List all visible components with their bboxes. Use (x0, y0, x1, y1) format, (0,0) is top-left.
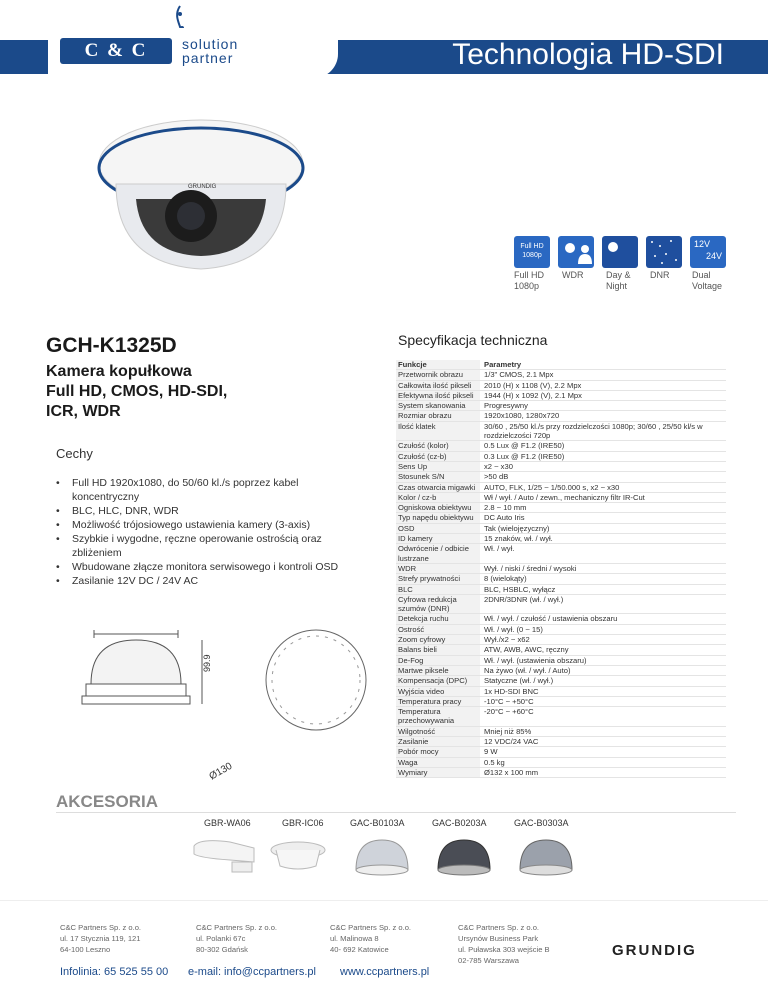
page-title: Technologia HD-SDI (452, 38, 724, 71)
spec-function: Czułość (kolor) (396, 441, 480, 450)
spec-row (396, 564, 726, 574)
spec-parameter: x2 ~ x30 (484, 461, 513, 471)
accessory-name: GAC-B0203A (432, 818, 487, 828)
address-line: ul. Malinowa 8 (330, 934, 379, 943)
accessory-name: GBR-IC06 (282, 818, 324, 828)
spec-row (396, 737, 726, 747)
address-line: C&C Partners Sp. z o.o. (60, 923, 142, 932)
spec-function: OSD (396, 524, 480, 533)
bullet-icon: • (56, 561, 60, 573)
address-gdansk (196, 922, 277, 955)
spec-parameter: 0.5 Lux @ F1.2 (IRE50) (484, 441, 565, 451)
spec-parameter: Mniej niż 85% (484, 726, 532, 736)
address-leszno (60, 922, 141, 955)
accessories-divider (56, 812, 736, 813)
spec-function: Strefy prywatności (396, 574, 480, 583)
spec-function: Balans bieli (396, 645, 480, 654)
spec-table (396, 360, 726, 778)
spec-row (396, 707, 726, 727)
company-logo[interactable]: C & C (60, 38, 172, 64)
feature-text: Szybkie i wygodne, ręczne operowanie ostrością oraz zbliżeniem (72, 533, 322, 559)
accessory-name: GAC-B0103A (350, 818, 405, 828)
spec-row (396, 645, 726, 655)
spec-function: Detekcja ruchu (396, 614, 480, 623)
spec-row (396, 697, 726, 707)
grundig-logo: GRUNDIG (612, 942, 697, 959)
spec-row (396, 595, 726, 615)
spec-row (396, 758, 726, 768)
spec-row (396, 574, 726, 584)
spec-row (396, 370, 726, 380)
spec-row (396, 747, 726, 757)
day-night-label: Day & Night (606, 270, 631, 291)
spec-function: Temperatura pracy (396, 697, 480, 706)
spec-function: Wyjścia video (396, 687, 480, 696)
spec-parameter: 12 VDC/24 VAC (484, 736, 539, 746)
page-header (0, 0, 768, 86)
spec-function: De-Fog (396, 656, 480, 665)
spec-row (396, 585, 726, 595)
spec-row (396, 411, 726, 421)
spec-function: Temperatura przechowywania (396, 707, 480, 726)
spec-function: Typ napędu obiektywu (396, 513, 480, 522)
accessory-name: GBR-WA06 (204, 818, 251, 828)
dnr-icon (646, 236, 682, 268)
wdr-label: WDR (562, 270, 584, 280)
feature-item (56, 574, 356, 588)
product-model: GCH-K1325D (46, 334, 177, 357)
fullhd-badge-line2: 1080p (522, 252, 542, 259)
website-link[interactable]: www.ccpartners.pl (340, 966, 430, 978)
spec-parameter: 9 W (484, 747, 498, 757)
spec-row (396, 503, 726, 513)
dome-camera-image (96, 104, 306, 274)
address-line: ul. Polanki 67c (196, 934, 246, 943)
spec-parameter: 1920x1080, 1280x720 (484, 411, 560, 421)
spec-function: Przetwornik obrazu (396, 370, 480, 379)
spec-row (396, 493, 726, 503)
fullhd-label: Full HD 1080p (514, 270, 545, 291)
spec-row (396, 625, 726, 635)
dome-smoked-image (434, 836, 494, 880)
spec-parameter: Wł. / wył. (484, 544, 515, 554)
spec-parameter: -20°C ~ +60°C (484, 707, 534, 717)
spec-title: Specyfikacja techniczna (398, 332, 548, 348)
dome-tinted-image (516, 836, 576, 880)
subtitle-line: Kamera kopułkowa (46, 363, 192, 380)
address-line: C&C Partners Sp. z o.o. (196, 923, 278, 932)
spec-row (396, 768, 726, 778)
spec-row (396, 452, 726, 462)
feature-text: Możliwość trójosiowego ustawienia kamery (3-axis) (72, 519, 311, 531)
spec-parameter: 1944 (H) x 1092 (V), 2.1 Mpx (484, 390, 582, 400)
spec-function: Wilgotność (396, 727, 480, 736)
spec-function: Martwe piksele (396, 666, 480, 675)
spec-function: Wymiary (396, 768, 480, 777)
address-line: 02-785 Warszawa (458, 956, 519, 965)
feature-item (56, 532, 356, 560)
spec-col-header: Funkcje (396, 360, 480, 369)
spec-function: WDR (396, 564, 480, 573)
accessories-title: AKCESORIA (56, 792, 159, 811)
email-link[interactable]: e-mail: info@ccpartners.pl (188, 966, 316, 978)
feature-item (56, 504, 356, 518)
address-line: ul. 17 Stycznia 119, 121 (60, 934, 141, 943)
address-line: C&C Partners Sp. z o.o. (330, 923, 412, 932)
footer-divider (0, 900, 768, 901)
spec-function: Czas otwarcia migawki (396, 483, 480, 492)
spec-function: Efektywna ilość pikseli (396, 391, 480, 400)
fullhd-icon (514, 236, 550, 268)
spec-row (396, 656, 726, 666)
address-line: 40- 692 Katowice (330, 945, 389, 954)
bullet-icon: • (56, 575, 60, 587)
spec-row (396, 524, 726, 534)
spec-header-row (396, 360, 726, 370)
spec-parameter: 2.8 ~ 10 mm (484, 503, 527, 513)
spec-function: Kompensacja (DPC) (396, 676, 480, 685)
spec-row (396, 513, 726, 523)
spec-row (396, 483, 726, 493)
spec-row (396, 727, 726, 737)
spec-function: System skanowania (396, 401, 480, 410)
feature-item (56, 518, 356, 532)
spec-parameter: 0.5 kg (484, 757, 505, 767)
spec-parameter: ATW, AWB, AWC, ręczny (484, 645, 569, 655)
spec-parameter: 2010 (H) x 1108 (V), 2.2 Mpx (484, 380, 582, 390)
address-line: 80-302 Gdańsk (196, 945, 248, 954)
dual-voltage-icon (690, 236, 726, 268)
spec-parameter: Wył./x2 ~ x62 (484, 635, 530, 645)
wall-mount-image (190, 836, 260, 876)
spec-function: Cyfrowa redukcja szumów (DNR) (396, 595, 480, 614)
day-night-icon (602, 236, 638, 268)
feature-text: Full HD 1920x1080, do 50/60 kl./s poprzez kabel koncentryczny (72, 477, 299, 503)
spec-function: Waga (396, 758, 480, 767)
subtitle-line: ICR, WDR (46, 403, 121, 420)
bullet-icon: • (56, 477, 60, 489)
spec-row (396, 614, 726, 624)
feature-text: Zasilanie 12V DC / 24V AC (72, 575, 199, 587)
spec-parameter: 1/3" CMOS, 2.1 Mpx (484, 370, 554, 380)
product-subtitle (46, 362, 227, 422)
accessory-name: GAC-B0303A (514, 818, 569, 828)
features-title: Cechy (56, 446, 93, 461)
spec-row (396, 635, 726, 645)
spec-parameter: Na żywo (wł. / wył. / Auto) (484, 665, 571, 675)
feature-item (56, 476, 356, 504)
spec-row (396, 441, 726, 451)
address-line: 64-100 Leszno (60, 945, 111, 954)
address-warszawa (458, 922, 550, 966)
spec-function: Sens Up (396, 462, 480, 471)
voltage-badge-line1: 12V (694, 239, 711, 249)
feature-text: Wbudowane złącze monitora serwisowego i kontroli OSD (72, 561, 339, 573)
spec-row (396, 666, 726, 676)
spec-parameter: Wł / wył. / Auto / zewn., mechaniczny filtr IR-Cut (484, 492, 645, 502)
bullet-icon: • (56, 519, 60, 531)
spec-parameter: >50 dB (484, 472, 509, 482)
spec-parameter: Progresywny (484, 401, 528, 411)
spec-parameter: Wł. / wył. / czułość / ustawienia obszaru (484, 614, 618, 624)
spec-parameter: 8 (wielokąty) (484, 574, 527, 584)
spec-row (396, 687, 726, 697)
spec-parameter: 1x HD-SDI BNC (484, 686, 539, 696)
spec-row (396, 534, 726, 544)
spec-parameter: 0.3 Lux @ F1.2 (IRE50) (484, 451, 565, 461)
feature-text: BLC, HLC, DNR, WDR (72, 505, 179, 517)
spec-function: Kolor / cz-b (396, 493, 480, 502)
address-line: C&C Partners Sp. z o.o. (458, 923, 540, 932)
address-katowice (330, 922, 411, 955)
spec-row (396, 401, 726, 411)
spec-function: ID kamery (396, 534, 480, 543)
spec-function: Ilość klatek (396, 422, 480, 441)
wdr-icon (558, 236, 594, 268)
spec-function: Odwrócenie / odbicie lustrzane (396, 544, 480, 563)
spec-function: Ostrość (396, 625, 480, 634)
dual-voltage-label: Dual Voltage (692, 270, 723, 291)
solution-line: solution (182, 36, 239, 52)
spec-function: Ogniskowa obiektywu (396, 503, 480, 512)
spec-parameter: Tak (wielojęzyczny) (484, 523, 550, 533)
spec-row (396, 676, 726, 686)
bullet-icon: • (56, 505, 60, 517)
spec-row (396, 391, 726, 401)
spec-function: BLC (396, 585, 480, 594)
spec-parameter: Wł. / wył. (0 ~ 15) (484, 624, 543, 634)
solution-partner-text (182, 37, 238, 65)
subtitle-line: Full HD, CMOS, HD-SDI, (46, 383, 228, 400)
dome-clear-image (352, 836, 412, 880)
voltage-badge-line2: 24V (705, 251, 722, 261)
spec-row (396, 381, 726, 391)
spec-row (396, 544, 726, 564)
spec-parameter: BLC, HSBLC, wyłącz (484, 584, 556, 594)
dimension-drawing (56, 624, 246, 764)
spec-parameter: 15 znaków, wł. / wył. (484, 534, 553, 544)
address-line: Ursynów Business Park (458, 934, 539, 943)
spec-parameter: -10°C ~ +50°C (484, 696, 534, 706)
spec-parameter: 30/60 , 25/50 kl./s przy rozdzielczości 1080p; 30/60 , 25/50 kl/s w rozdzielczości 720p (484, 421, 703, 441)
spec-col-header: Parametry (484, 360, 522, 369)
hotline-text: Infolinia: 65 525 55 00 (60, 966, 169, 978)
partner-line: partner (182, 50, 234, 66)
spec-parameter: Statyczne (wł. / wył.) (484, 676, 554, 686)
height-dimension-label: 99.9 (202, 654, 212, 672)
fullhd-badge-line1: Full HD (520, 243, 544, 250)
diameter-dimension-label: Ø130 (207, 760, 235, 783)
dnr-label: DNR (650, 270, 670, 280)
spec-parameter: Wł. / wył. (ustawienia obszaru) (484, 655, 587, 665)
spec-function: Zasilanie (396, 737, 480, 746)
camera-brand-text: GRUNDIG (188, 184, 217, 190)
spec-parameter: Ø132 x 100 mm (484, 767, 539, 777)
spec-parameter: 2DNR/3DNR (wł. / wył.) (484, 594, 564, 604)
spec-function: Całkowita ilość pikseli (396, 381, 480, 390)
features-list (56, 476, 356, 588)
bullet-icon: • (56, 533, 60, 545)
spec-function: Pobór mocy (396, 747, 480, 756)
spec-parameter: DC Auto Iris (484, 513, 525, 523)
spec-function: Stosunek S/N (396, 472, 480, 481)
feature-item (56, 560, 356, 574)
spec-parameter: Wył. / niski / średni / wysoki (484, 563, 577, 573)
spec-row (396, 422, 726, 442)
address-line: ul. Puławska 303 wejście B (458, 945, 550, 954)
spec-row (396, 462, 726, 472)
spec-function: Zoom cyfrowy (396, 635, 480, 644)
spec-function: Rozmiar obrazu (396, 411, 480, 420)
spec-row (396, 472, 726, 482)
spec-function: Czułość (cz-b) (396, 452, 480, 461)
in-ceiling-mount-image (268, 836, 328, 876)
spec-parameter: AUTO, FLK, 1/25 ~ 1/50.000 s, x2 ~ x30 (484, 482, 620, 492)
